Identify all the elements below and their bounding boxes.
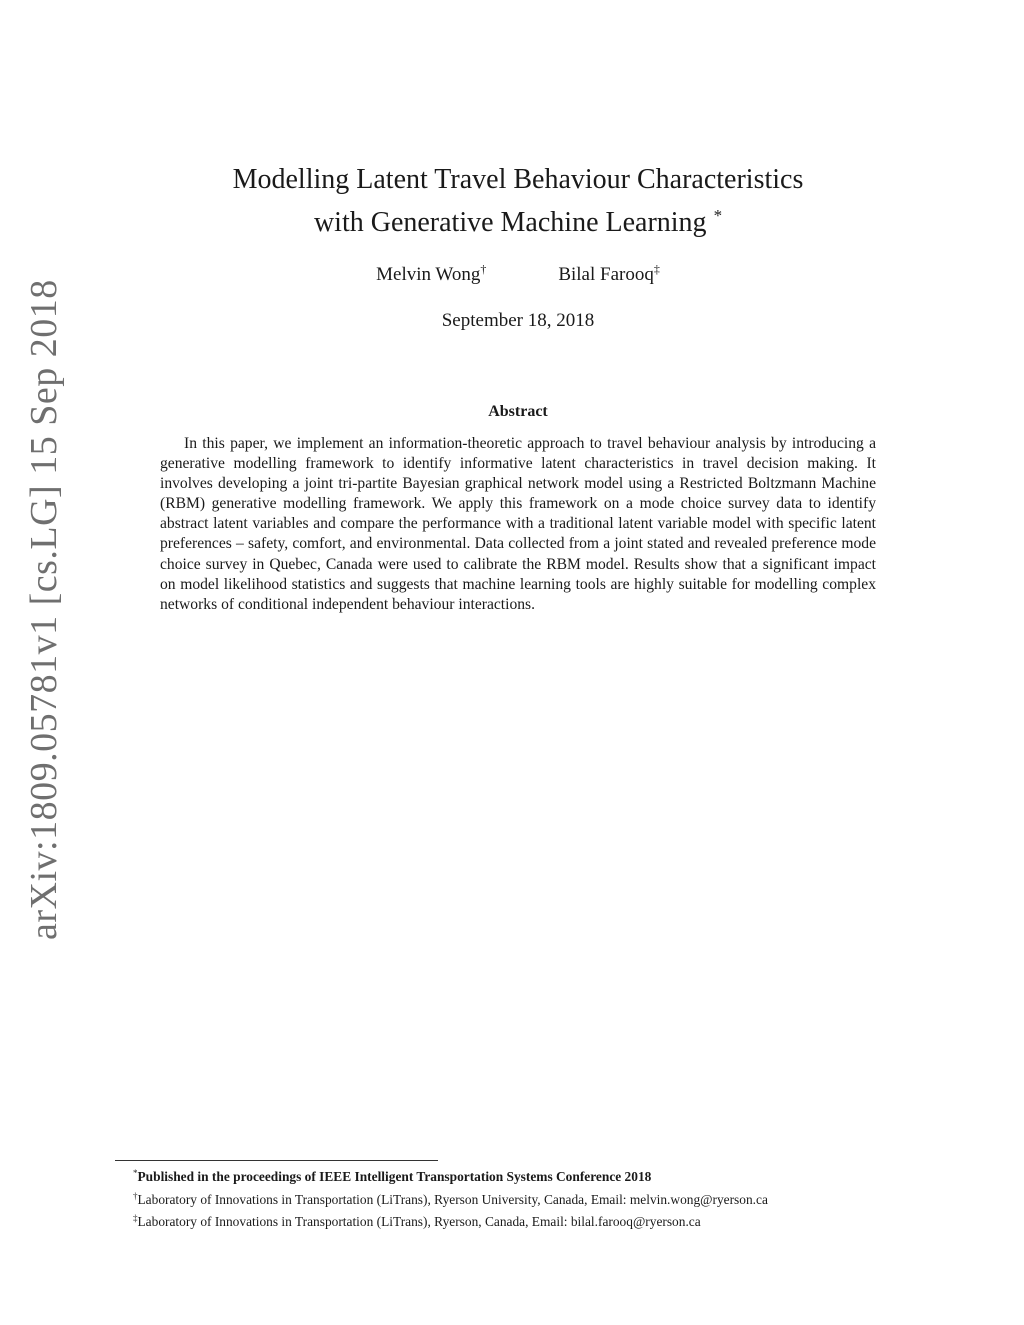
publication-date: September 18, 2018 xyxy=(441,310,595,331)
author-footnote-marker: ‡ xyxy=(653,262,660,276)
title-footnote-marker: * xyxy=(713,206,723,225)
author-name: Melvin Wong xyxy=(376,264,481,285)
abstract-heading: Abstract xyxy=(488,403,548,420)
footnote-affiliation-wong xyxy=(133,1187,933,1210)
footnote-text: Laboratory of Innovations in Transportation (LiTrans), Ryerson, Canada, Email: bilal.farooq@ryerson.ca xyxy=(137,1214,701,1229)
footnote-marker: * xyxy=(133,1168,138,1178)
footnote-marker: ‡ xyxy=(133,1213,138,1223)
footnote-marker: † xyxy=(133,1190,138,1201)
footnote-text: Laboratory of Innovations in Transportation (LiTrans), Ryerson University, Canada, Email: melvin.wong@ryerson.ca xyxy=(137,1191,768,1207)
arxiv-identifier: arXiv:1809.05781v1 [cs.LG] 15 Sep 2018 xyxy=(23,279,65,940)
footnote-conference xyxy=(133,1164,933,1187)
paper-title xyxy=(160,162,876,241)
abstract-text: In this paper, we implement an information-theoretic approach to travel behaviour analysis by introducing a generative modelling framework to identify informative latent characteristics in travel decision making. It involves developing a joint tri-partite Bayesian graphical network model using a Restricted Boltzmann Machine (RBM) generative modelling framework. We apply this framework on a mode choice survey data to identify abstract latent variables and compare the performance with a traditional latent variable model with specific latent preferences – safety, comfort, and environmental. Data collected from a joint stated and revealed preference mode choice survey in Quebec, Canada were used to calibrate the RBM model. Results show that a significant impact on model likelihood statistics and suggests that machine learning tools are highly suitable for modelling complex networks of conditional independent behaviour interactions. xyxy=(160,435,876,613)
title-line-1: Modelling Latent Travel Behaviour Characteristics xyxy=(232,164,804,195)
author-name: Bilal Farooq xyxy=(558,264,654,285)
author-footnote-marker: † xyxy=(480,262,487,276)
author xyxy=(376,262,486,286)
author xyxy=(558,262,660,286)
footnote-text: Published in the proceedings of IEEE Intelligent Transportation Systems Conference 2018 xyxy=(137,1169,652,1184)
author-list xyxy=(160,262,876,286)
footnote-divider xyxy=(115,1160,438,1161)
footnotes xyxy=(133,1164,933,1232)
title-line-2: with Generative Machine Learning xyxy=(313,207,707,238)
footnote-affiliation-farooq xyxy=(133,1209,933,1232)
